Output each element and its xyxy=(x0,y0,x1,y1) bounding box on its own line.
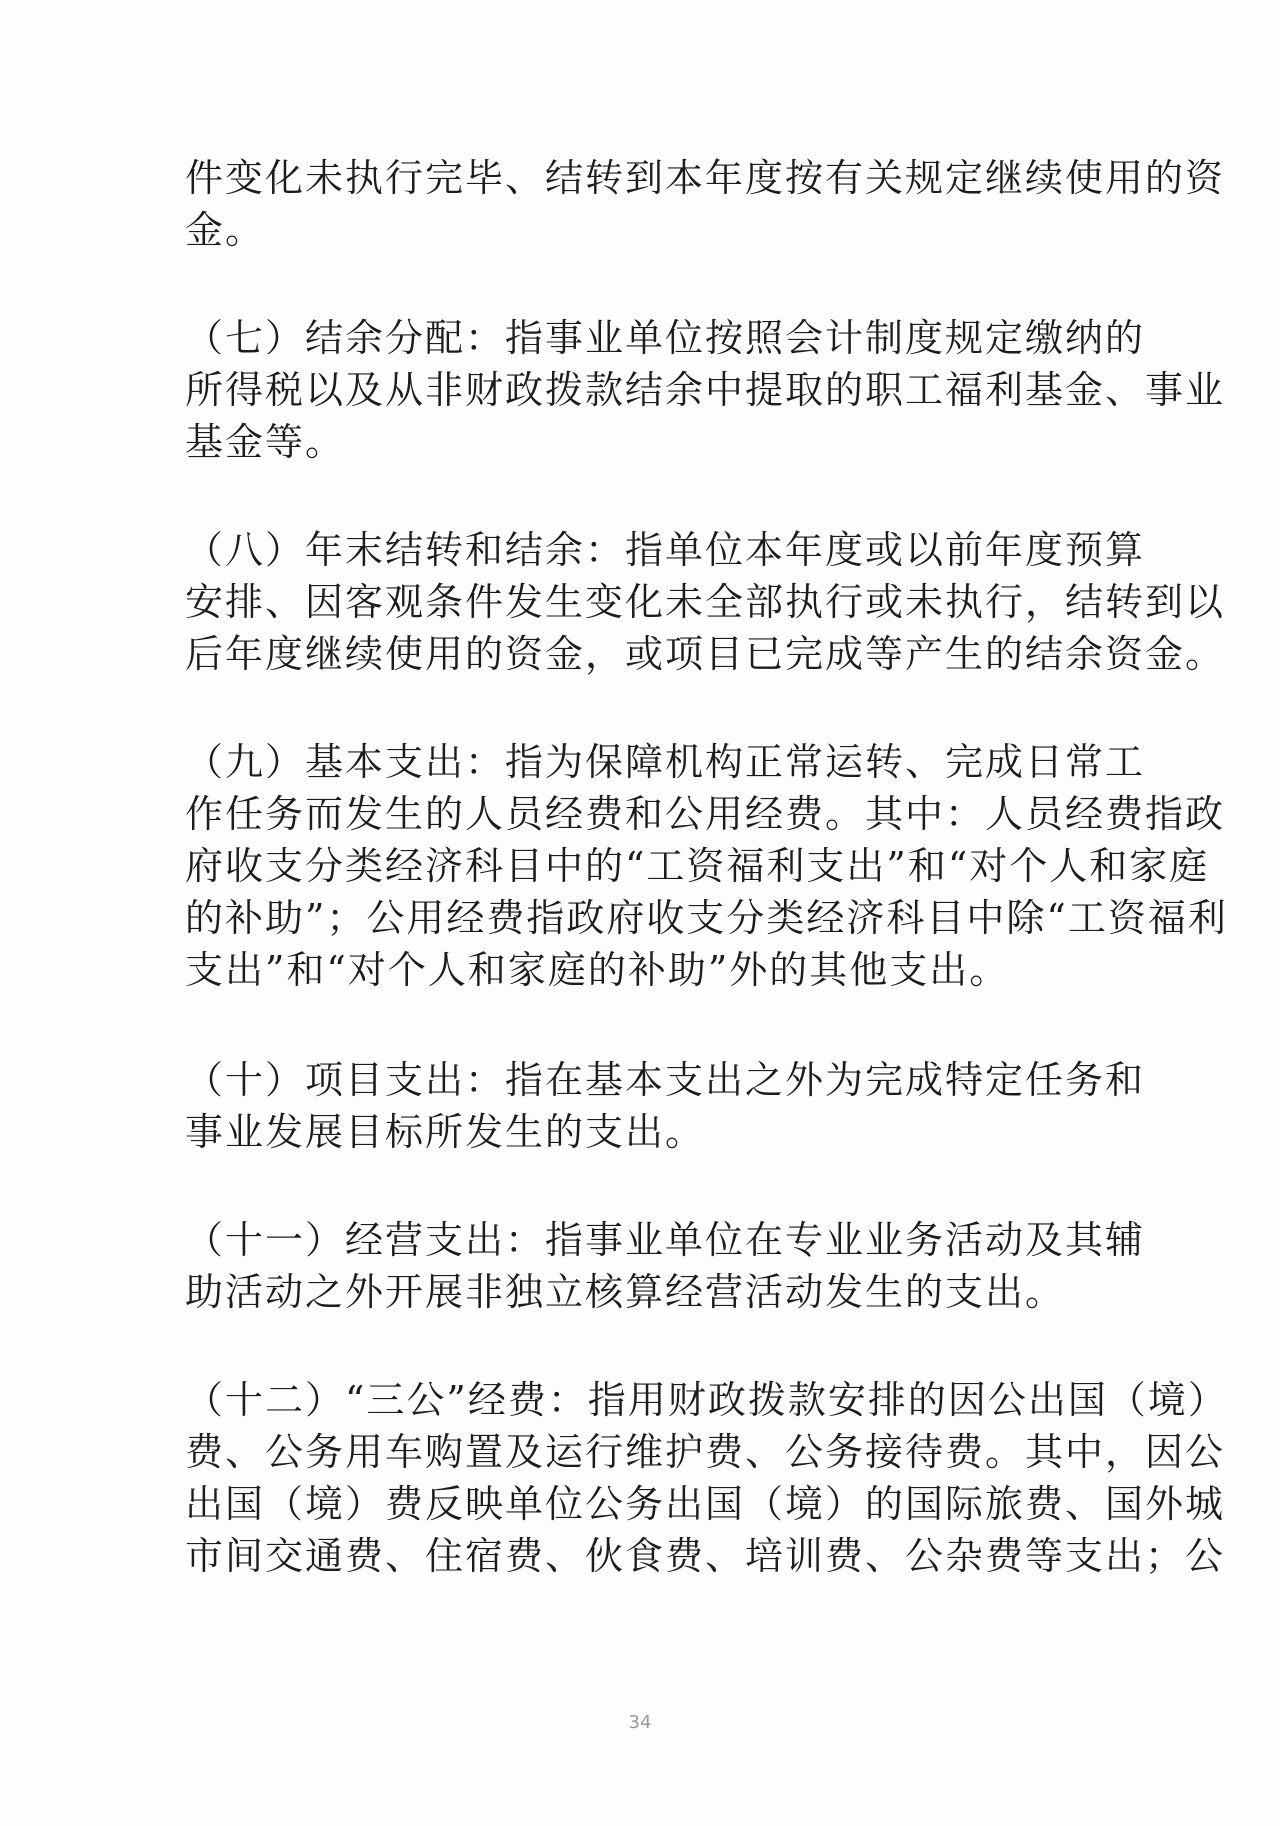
text-line: 所得税以及从非财政拨款结余中提取的职工福利基金、事业 xyxy=(185,368,1226,412)
paragraph-heading-line: （八）年末结转和结余：指单位本年度或以前年度预算 xyxy=(185,528,1146,572)
text-line: 件变化未执行完毕、结转到本年度按有关规定继续使用的资 xyxy=(185,156,1226,200)
text-line: 费、公务用车购置及运行维护费、公务接待费。其中，因公 xyxy=(185,1430,1226,1474)
text-line: 安排、因客观条件发生变化未全部执行或未执行，结转到以 xyxy=(185,580,1226,624)
paragraph-heading-line: （十）项目支出：指在基本支出之外为完成特定任务和 xyxy=(185,1058,1146,1102)
paragraph-heading-line: （九）基本支出：指为保障机构正常运转、完成日常工 xyxy=(185,740,1146,784)
text-line: 的补助”；公用经费指政府收支分类经济科目中除“工资福利 xyxy=(185,896,1228,940)
paragraph-heading-line: （十一）经营支出：指事业单位在专业业务活动及其辅 xyxy=(185,1218,1146,1262)
text-line: 事业发展目标所发生的支出。 xyxy=(185,1110,706,1154)
text-line: 市间交通费、住宿费、伙食费、培训费、公杂费等支出；公 xyxy=(185,1534,1226,1578)
paragraph-heading-line: （七）结余分配：指事业单位按照会计制度规定缴纳的 xyxy=(185,316,1146,360)
text-line: 助活动之外开展非独立核算经营活动发生的支出。 xyxy=(185,1270,1066,1314)
page-number: 34 xyxy=(628,1712,652,1733)
text-line: 出国（境）费反映单位公务出国（境）的国际旅费、国外城 xyxy=(185,1482,1226,1526)
text-line: 作任务而发生的人员经费和公用经费。其中：人员经费指政 xyxy=(185,792,1226,836)
text-line: 府收支分类经济科目中的“工资福利支出”和“对个人和家庭 xyxy=(185,844,1210,888)
text-line: 金。 xyxy=(185,208,266,252)
text-line: 支出”和“对个人和家庭的补助”外的其他支出。 xyxy=(185,948,1010,992)
text-line: 后年度继续使用的资金，或项目已完成等产生的结余资金。 xyxy=(185,632,1226,676)
paragraph-heading-line: （十二）“三公”经费：指用财政拨款安排的因公出国（境） xyxy=(185,1378,1228,1422)
text-line: 基金等。 xyxy=(185,420,346,464)
